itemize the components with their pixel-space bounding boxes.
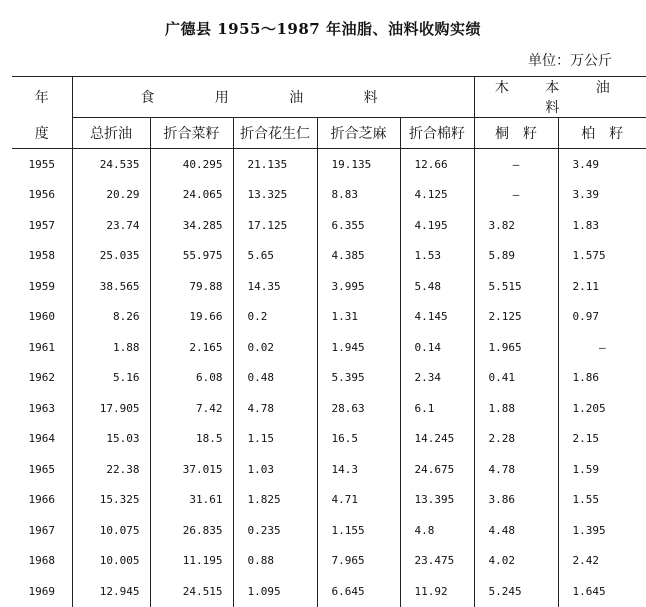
peanut-cell: 1.825 — [233, 485, 317, 516]
year-cell: 1962 — [12, 363, 72, 394]
year-cell: 1960 — [12, 302, 72, 333]
table-row — [12, 515, 646, 546]
tung-seed-cell: 4.48 — [474, 515, 558, 546]
sesame-cell: 6.355 — [317, 210, 400, 241]
total-oil-cell: 20.29 — [72, 180, 150, 211]
page-title: 广德县 1955～1987 年油脂、油料收购实绩 — [165, 20, 481, 38]
sesame-cell: 8.83 — [317, 180, 400, 211]
tung-seed-cell: 4.78 — [474, 454, 558, 485]
cottonseed-cell: 14.245 — [400, 424, 474, 455]
year-cell: 1967 — [12, 515, 72, 546]
year-cell: 1959 — [12, 271, 72, 302]
peanut-cell: 4.78 — [233, 393, 317, 424]
sesame-cell: 4.71 — [317, 485, 400, 516]
table-row — [12, 210, 646, 241]
tallow-seed-cell: 1.55 — [572, 493, 600, 507]
rapeseed-cell: 18.5 — [150, 424, 233, 455]
peanut-cell: 21.135 — [233, 149, 317, 180]
sesame-cell: 6.645 — [317, 576, 400, 607]
sesame-cell: 28.63 — [317, 393, 400, 424]
tung-seed-cell: 0.41 — [474, 363, 558, 394]
table-row — [12, 149, 646, 180]
total-oil-cell: 17.905 — [72, 393, 150, 424]
table-row — [12, 180, 646, 211]
cottonseed-cell: 24.675 — [400, 454, 474, 485]
tung-seed-cell: 1.88 — [474, 393, 558, 424]
year-cell: 1966 — [12, 485, 72, 516]
table-row — [12, 546, 646, 577]
year-cell: 1964 — [12, 424, 72, 455]
tallow-seed-cell: 3.39 — [572, 188, 600, 202]
peanut-cell: 1.15 — [233, 424, 317, 455]
rapeseed-cell: 55.975 — [150, 241, 233, 272]
tallow-seed-cell: — — [598, 340, 606, 354]
col-header-cottonseed: 折合棉籽 — [400, 118, 474, 149]
total-oil-cell: 15.03 — [72, 424, 150, 455]
sesame-cell: 4.385 — [317, 241, 400, 272]
peanut-cell: 1.03 — [233, 454, 317, 485]
year-header-top: 年 — [12, 77, 72, 118]
col-header-rapeseed: 折合菜籽 — [150, 118, 233, 149]
peanut-cell: 0.235 — [233, 515, 317, 546]
table-row — [12, 271, 646, 302]
table-row — [12, 454, 646, 485]
total-oil-cell: 10.075 — [72, 515, 150, 546]
year-header-bottom: 度 — [12, 118, 72, 149]
table-row — [12, 363, 646, 394]
cottonseed-cell: 13.395 — [400, 485, 474, 516]
year-cell: 1969 — [12, 576, 72, 607]
tallow-seed-cell: 1.205 — [572, 401, 606, 415]
sesame-cell: 3.995 — [317, 271, 400, 302]
rapeseed-cell: 19.66 — [150, 302, 233, 333]
col-header-tung-seed: 桐 籽 — [474, 118, 558, 149]
total-oil-cell: 24.535 — [72, 149, 150, 180]
rapeseed-cell: 6.08 — [150, 363, 233, 394]
table-row — [12, 393, 646, 424]
rapeseed-cell: 40.295 — [150, 149, 233, 180]
cottonseed-cell: 12.66 — [400, 149, 474, 180]
rapeseed-cell: 34.285 — [150, 210, 233, 241]
cottonseed-cell: 4.195 — [400, 210, 474, 241]
peanut-cell: 14.35 — [233, 271, 317, 302]
sesame-cell: 1.31 — [317, 302, 400, 333]
sesame-cell: 1.945 — [317, 332, 400, 363]
total-oil-cell: 25.035 — [72, 241, 150, 272]
tung-seed-cell: 3.82 — [474, 210, 558, 241]
peanut-cell: 17.125 — [233, 210, 317, 241]
peanut-cell: 0.48 — [233, 363, 317, 394]
rapeseed-cell: 24.065 — [150, 180, 233, 211]
rapeseed-cell: 79.88 — [150, 271, 233, 302]
cottonseed-cell: 4.145 — [400, 302, 474, 333]
year-cell: 1968 — [12, 546, 72, 577]
table-row — [12, 241, 646, 272]
total-oil-cell: 5.16 — [72, 363, 150, 394]
peanut-cell: 0.02 — [233, 332, 317, 363]
table-row — [12, 332, 646, 363]
total-oil-cell: 23.74 — [72, 210, 150, 241]
tung-seed-cell: 2.28 — [474, 424, 558, 455]
sesame-cell: 16.5 — [317, 424, 400, 455]
cottonseed-cell: 4.8 — [400, 515, 474, 546]
col-header-total-oil: 总折油 — [72, 118, 150, 149]
tallow-seed-cell: 1.83 — [572, 218, 600, 232]
tallow-seed-cell: 1.59 — [572, 462, 600, 476]
cottonseed-cell: 4.125 — [400, 180, 474, 211]
sesame-cell: 14.3 — [317, 454, 400, 485]
cottonseed-cell: 5.48 — [400, 271, 474, 302]
edible-oil-group-header: 食 用 油 料 — [72, 77, 474, 118]
tallow-seed-cell: 2.15 — [572, 432, 600, 446]
total-oil-cell: 8.26 — [72, 302, 150, 333]
year-cell: 1955 — [12, 149, 72, 180]
total-oil-cell: 22.38 — [72, 454, 150, 485]
tung-seed-cell: 1.965 — [474, 332, 558, 363]
year-cell: 1963 — [12, 393, 72, 424]
rapeseed-cell: 31.61 — [150, 485, 233, 516]
year-cell: 1956 — [12, 180, 72, 211]
sesame-cell: 1.155 — [317, 515, 400, 546]
tung-seed-cell: 2.125 — [474, 302, 558, 333]
total-oil-cell: 15.325 — [72, 485, 150, 516]
total-oil-cell: 38.565 — [72, 271, 150, 302]
sesame-cell: 5.395 — [317, 363, 400, 394]
tung-seed-cell: 5.515 — [474, 271, 558, 302]
table-row — [12, 485, 646, 516]
cottonseed-cell: 6.1 — [400, 393, 474, 424]
table-row — [12, 424, 646, 455]
tallow-seed-cell: 1.575 — [572, 249, 606, 263]
tallow-seed-cell: 0.97 — [572, 310, 600, 324]
tallow-seed-cell: 2.11 — [572, 279, 600, 293]
table-row — [12, 302, 646, 333]
tung-seed-cell: 5.89 — [474, 241, 558, 272]
tallow-seed-cell: 1.86 — [572, 371, 600, 385]
tallow-seed-cell: 1.395 — [572, 523, 606, 537]
rapeseed-cell: 24.515 — [150, 576, 233, 607]
tung-seed-cell: 5.245 — [474, 576, 558, 607]
tallow-seed-cell: 1.645 — [572, 584, 606, 598]
cottonseed-cell: 0.14 — [400, 332, 474, 363]
peanut-cell: 0.2 — [233, 302, 317, 333]
cottonseed-cell: 2.34 — [400, 363, 474, 394]
year-cell: 1961 — [12, 332, 72, 363]
year-cell: 1965 — [12, 454, 72, 485]
cottonseed-cell: 23.475 — [400, 546, 474, 577]
sesame-cell: 19.135 — [317, 149, 400, 180]
rapeseed-cell: 7.42 — [150, 393, 233, 424]
total-oil-cell: 1.88 — [72, 332, 150, 363]
year-cell: 1957 — [12, 210, 72, 241]
total-oil-cell: 10.005 — [72, 546, 150, 577]
col-header-tallow-seed: 柏 籽 — [558, 118, 646, 149]
col-header-peanut: 折合花生仁 — [233, 118, 317, 149]
peanut-cell: 0.88 — [233, 546, 317, 577]
sesame-cell: 7.965 — [317, 546, 400, 577]
peanut-cell: 13.325 — [233, 180, 317, 211]
rapeseed-cell: 11.195 — [150, 546, 233, 577]
col-header-sesame: 折合芝麻 — [317, 118, 400, 149]
rapeseed-cell: 2.165 — [150, 332, 233, 363]
total-oil-cell: 12.945 — [72, 576, 150, 607]
cottonseed-cell: 11.92 — [400, 576, 474, 607]
rapeseed-cell: 37.015 — [150, 454, 233, 485]
tung-seed-cell: — — [474, 149, 558, 180]
peanut-cell: 1.095 — [233, 576, 317, 607]
tung-seed-cell: — — [474, 180, 558, 211]
peanut-cell: 5.65 — [233, 241, 317, 272]
unit-label: 单位：万公斤 — [528, 53, 612, 69]
wood-oil-group-header: 木 本 油 料 — [474, 77, 646, 118]
year-cell: 1958 — [12, 241, 72, 272]
tallow-seed-cell: 3.49 — [572, 157, 600, 171]
tung-seed-cell: 4.02 — [474, 546, 558, 577]
tallow-seed-cell: 2.42 — [572, 554, 600, 568]
purchase-table — [12, 76, 646, 607]
cottonseed-cell: 1.53 — [400, 241, 474, 272]
rapeseed-cell: 26.835 — [150, 515, 233, 546]
tung-seed-cell: 3.86 — [474, 485, 558, 516]
